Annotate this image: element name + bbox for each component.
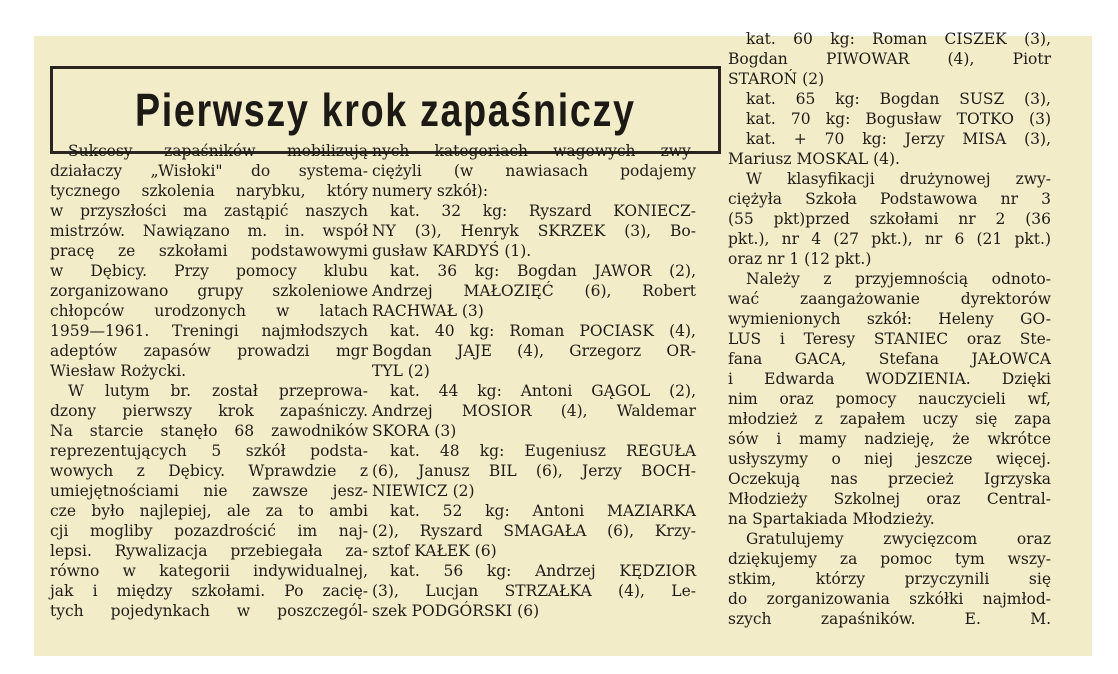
- text-line: mistrzów. Nawiązano m. in. współ: [50, 222, 368, 240]
- text-line: umiejętnościami nie zawsze jesz-: [50, 482, 368, 500]
- text-line: nim oraz pomocy nauczycieli wf,: [728, 390, 1051, 408]
- text-line: cze było najlepiej, ale za to ambi: [50, 502, 368, 520]
- result-line: Bogdan PIWOWAR (4), Piotr: [728, 50, 1051, 68]
- result-line: kat. 60 kg: Roman CISZEK (3),: [746, 30, 1051, 48]
- result-line: gusław KARDYŚ (1).: [372, 242, 532, 260]
- result-line: kat. + 70 kg: Jerzy MISA (3),: [746, 130, 1051, 148]
- text-line: na Spartakiada Młodzieży.: [728, 510, 935, 528]
- text-line: chłopców urodzonych w latach: [50, 302, 368, 320]
- text-line: usłyszymy o niej jeszcze więcej.: [728, 450, 1051, 468]
- text-line: W klasyfikacji drużynowej zwy-: [746, 170, 1051, 188]
- text-line: pracę ze szkołami podstawowymi: [50, 242, 368, 260]
- result-line: sztof KAŁEK (6): [372, 542, 497, 560]
- text-line: wać zaangażowanie dyrektorów: [728, 290, 1051, 308]
- result-line: Andrzej MOSIOR (4), Waldemar: [372, 402, 696, 420]
- text-line: równo w kategorii indywidualnej,: [50, 562, 368, 580]
- text-line: w Dębicy. Przy pomocy klubu: [50, 262, 368, 280]
- text-line: ciężyła Szkoła Podstawowa nr 3: [728, 190, 1051, 208]
- text-line: (55 pkt)przed szkołami nr 2 (36: [728, 210, 1051, 228]
- result-line: NY (3), Henryk SKRZEK (3), Bo-: [372, 222, 696, 240]
- result-line: szek PODGÓRSKI (6): [372, 602, 540, 620]
- text-line: Oczekują nas przecież Igrzyska: [728, 470, 1051, 488]
- text-line: Na starcie stanęło 68 zawodników: [50, 422, 368, 440]
- result-line: NIEWICZ (2): [372, 482, 475, 500]
- article-column-1: [50, 141, 368, 621]
- text-line: Sukcesy zapaśników mobilizują: [68, 142, 368, 160]
- text-line: fana GACA, Stefana JAŁOWCA: [728, 350, 1051, 368]
- result-line: Andrzej MAŁOZIĘĆ (6), Robert: [372, 282, 696, 300]
- text-line: młodzież z zapałem uczy się zapa: [728, 410, 1051, 428]
- text-line: dzony pierwszy krok zapaśniczy.: [50, 402, 368, 420]
- text-line: adeptów zapasów prowadzi mgr: [50, 342, 368, 360]
- article-column-3: [728, 29, 1051, 629]
- text-line: dziękujemy za pomoc tym wszy-: [728, 550, 1051, 568]
- text-line: Gratulujemy zwycięzcom oraz: [746, 530, 1051, 548]
- text-line: sów i mamy nadzieję, że wkrótce: [728, 430, 1051, 448]
- text-line: oraz nr 1 (12 pkt.): [728, 250, 872, 268]
- text-line: w przyszłości ma zastąpić naszych: [50, 202, 368, 220]
- text-line: tycznego szkolenia narybku, który: [50, 182, 368, 200]
- result-line: RACHWAŁ (3): [372, 302, 484, 320]
- headline: Pierwszy krok zapaśniczy: [135, 84, 636, 136]
- text-line: Młodzieży Szkolnej oraz Central-: [728, 490, 1051, 508]
- result-line: Bogdan JAJE (4), Grzegorz OR-: [372, 342, 696, 360]
- result-line: Mariusz MOSKAL (4).: [728, 150, 900, 168]
- text-line: wowych z Dębicy. Wprawdzie z: [50, 462, 368, 480]
- text-line: do zorganizowania szkółki najmłod-: [728, 590, 1051, 608]
- result-line: (2), Ryszard SMAGAŁA (6), Krzy-: [372, 522, 696, 540]
- text-line: Należy z przyjemnością odnoto-: [746, 270, 1051, 288]
- text-line: ciężyli (w nawiasach podajemy: [372, 162, 696, 180]
- text-line: W lutym br. został przeprowa-: [68, 382, 368, 400]
- text-line: i Edwarda WODZIENIA. Dzięki: [728, 370, 1051, 388]
- text-line: pkt.), nr 4 (27 pkt.), nr 6 (21 pkt.): [728, 230, 1051, 248]
- result-line: (6), Janusz BIL (6), Jerzy BOCH-: [372, 462, 696, 480]
- result-line: kat. 36 kg: Bogdan JAWOR (2),: [390, 262, 696, 280]
- text-line: tych pojedynkach w poszczegól-: [50, 602, 368, 620]
- result-line: TYL (2): [372, 362, 430, 380]
- text-line: nych kategoriach wagowych zwy-: [372, 142, 696, 160]
- text-line: numery szkół):: [372, 182, 489, 200]
- text-line: LUS i Teresy STANIEC oraz Ste-: [728, 330, 1051, 348]
- result-line: SKORA (3): [372, 422, 457, 440]
- result-line: kat. 40 kg: Roman POCIASK (4),: [390, 322, 696, 340]
- text-line: Wiesław Rożycki.: [50, 362, 187, 380]
- result-line: (3), Lucjan STRZAŁKA (4), Le-: [372, 582, 696, 600]
- text-line: stkim, którzy przyczynili się: [728, 570, 1051, 588]
- text-line: reprezentujących 5 szkół podsta-: [50, 442, 368, 460]
- result-line: kat. 48 kg: Eugeniusz REGUŁA: [390, 442, 696, 460]
- result-line: kat. 52 kg: Antoni MAZIARKA: [390, 502, 696, 520]
- result-line: kat. 70 kg: Bogusław TOTKO (3): [746, 110, 1051, 128]
- article-column-2: [372, 141, 696, 621]
- text-line: 1959—1961. Treningi najmłodszych: [50, 322, 368, 340]
- result-line: kat. 44 kg: Antoni GĄGOL (2),: [390, 382, 696, 400]
- text-line: zorganizowano grupy szkoleniowe: [50, 282, 368, 300]
- signature-line: szych zapaśników. E. M.: [728, 610, 1051, 628]
- text-line: wymienionych szkół: Heleny GO-: [728, 310, 1051, 328]
- result-line: kat. 56 kg: Andrzej KĘDZIOR: [390, 562, 696, 580]
- result-line: kat. 32 kg: Ryszard KONIECZ-: [390, 202, 696, 220]
- result-line: kat. 65 kg: Bogdan SUSZ (3),: [746, 90, 1051, 108]
- text-line: jak i między szkołami. Po zacię-: [50, 582, 368, 600]
- text-line: lepsi. Rywalizacja przebiegała za-: [50, 542, 368, 560]
- text-line: działaczy „Wisłoki" do systema-: [50, 162, 368, 180]
- text-line: cji mogliby pozazdrościć im naj-: [50, 522, 368, 540]
- result-line: STAROŃ (2): [728, 70, 825, 88]
